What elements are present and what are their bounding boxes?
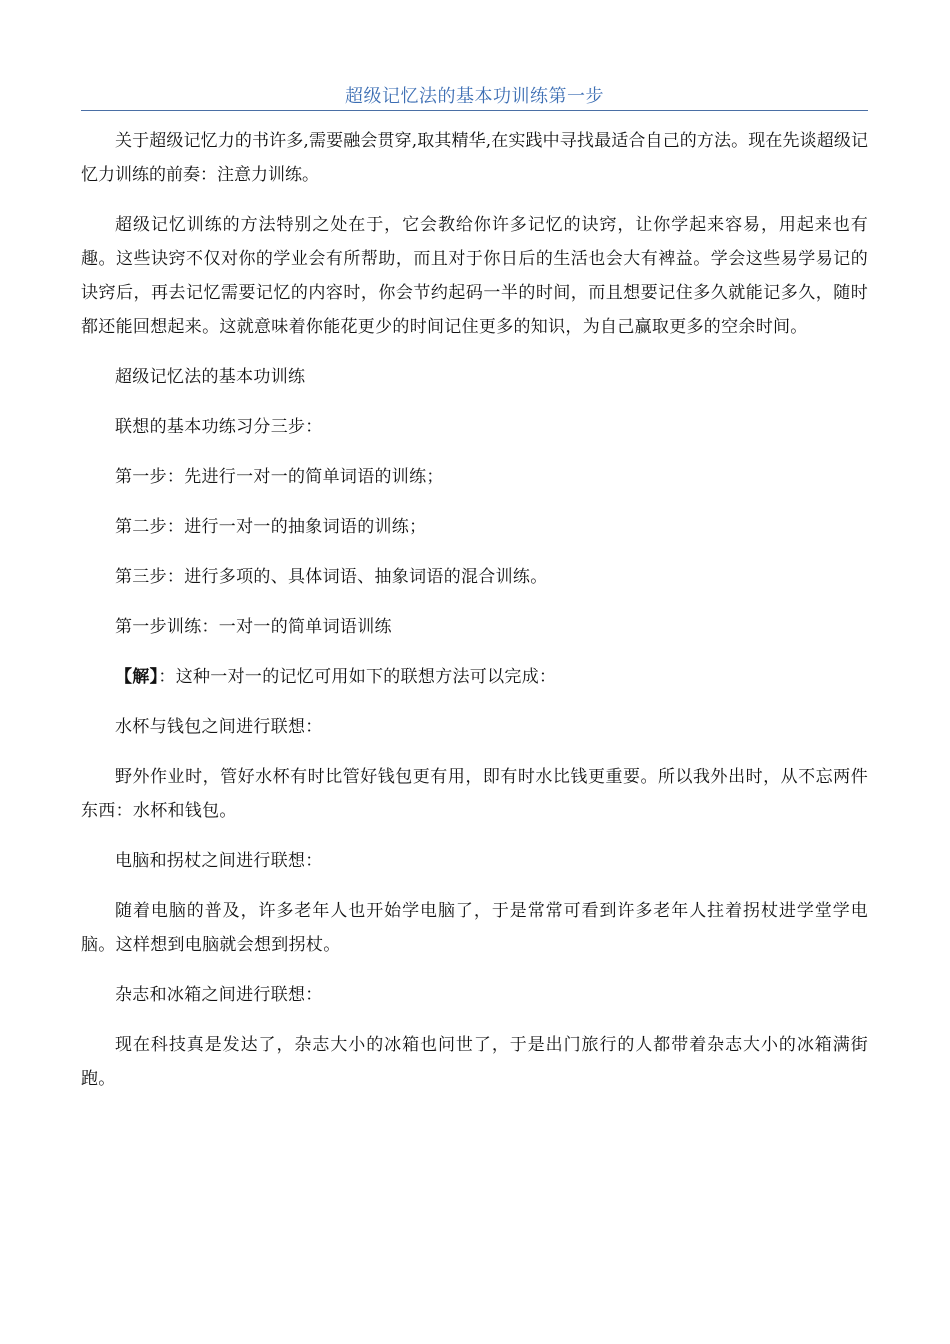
step-one: 第一步：先进行一对一的简单词语的训练；: [115, 467, 444, 487]
section-heading: 超级记忆法的基本功训练: [115, 367, 306, 387]
pair-text-computer-cane: 随着电脑的普及，许多老年人也开始学电脑了，于是常常可看到许多老年人拄着拐杖进学堂学电脑。这样想到电脑就会想到拐杖。: [81, 901, 868, 955]
page-title: 超级记忆法的基本功训练第一步: [345, 86, 604, 107]
solution-label: 【解】: [115, 667, 159, 687]
document-body: [81, 124, 868, 1112]
pair-text-cup-wallet: 野外作业时，管好水杯有时比管好钱包更有用，即有时水比钱更重要。所以我外出时，从不忘两件东西：水杯和钱包。: [81, 767, 868, 821]
pair-text-magazine-fridge: 现在科技真是发达了，杂志大小的冰箱也问世了，于是出门旅行的人都带着杂志大小的冰箱满街跑。: [81, 1035, 868, 1089]
page-header: [81, 80, 868, 111]
solution-paragraph: [81, 660, 868, 694]
paragraph-method: 超级记忆训练的方法特别之处在于，它会教给你许多记忆的诀窍，让你学起来容易，用起来也有趣。这些诀窍不仅对你的学业会有所帮助，而且对于你日后的生活也会大有裨益。学会这些易学易记的诀窍后，再去记忆需要记忆的内容时，你会节约起码一半的时间，而且想要记住多久就能记多久，随时都还能回想起来。这就意味着你能花更少的时间记住更多的知识，为自己赢取更多的空余时间。: [81, 215, 868, 337]
step-one-heading: 第一步训练：一对一的简单词语训练: [115, 617, 392, 637]
solution-text: ：这种一对一的记忆可用如下的联想方法可以完成：: [158, 667, 557, 687]
paragraph-steps-intro: 联想的基本功练习分三步：: [115, 417, 323, 437]
pair-heading-computer-cane: 电脑和拐杖之间进行联想：: [115, 851, 323, 871]
step-three: 第三步：进行多项的、具体词语、抽象词语的混合训练。: [115, 567, 548, 587]
step-two: 第二步：进行一对一的抽象词语的训练；: [115, 517, 427, 537]
paragraph-intro: 关于超级记忆力的书许多,需要融会贯穿,取其精华,在实践中寻找最适合自己的方法。现在先谈超级记忆力训练的前奏：注意力训练。: [81, 131, 868, 185]
pair-heading-magazine-fridge: 杂志和冰箱之间进行联想：: [115, 985, 323, 1005]
pair-heading-cup-wallet: 水杯与钱包之间进行联想：: [115, 717, 323, 737]
